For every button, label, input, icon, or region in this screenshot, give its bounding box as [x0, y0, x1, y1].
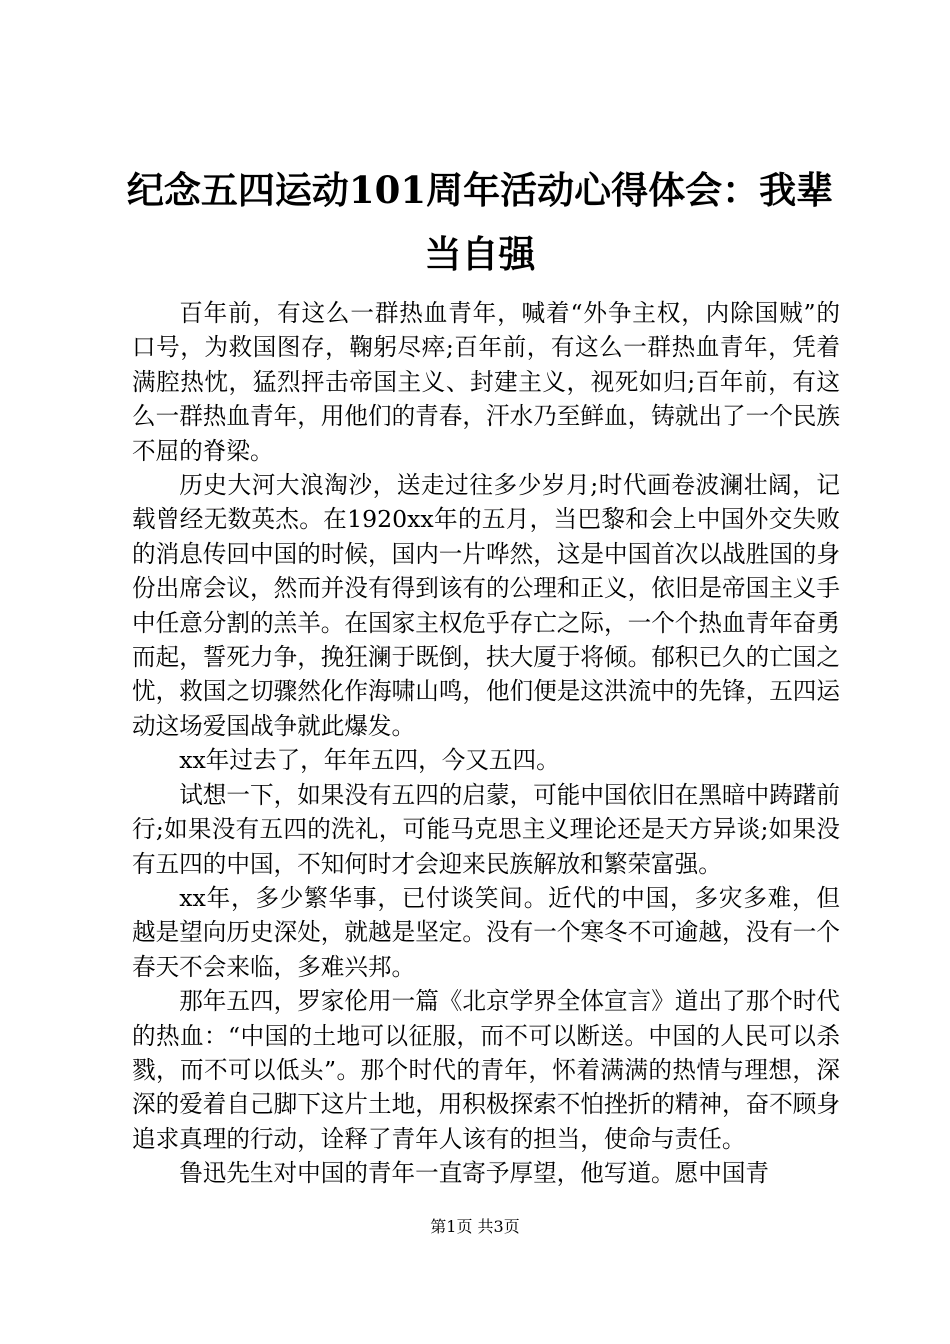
paragraph: 试想一下，如果没有五四的启蒙，可能中国依旧在黑暗中踌躇前行;如果没有五四的洗礼，可能马克思主义理论还是天方异谈;如果没有五四的中国，不知何时才会迎来民族解放和繁荣富强。	[132, 780, 840, 878]
paragraph: 那年五四，罗家伦用一篇《北京学界全体宣言》道出了那个时代的热血：“中国的土地可以征服，而不可以断送。中国的人民可以杀戮，而不可以低头”。那个时代的青年，怀着满满的热情与理想，深深的爱着自己脚下这片土地，用积极探索不怕挫折的精神，奋不顾身追求真理的行动，诠释了青年人该有的担当，使命与责任。	[132, 987, 840, 1153]
paragraph: 百年前，有这么一群热血青年，喊着“外争主权，内除国贼”的口号，为救国图存，鞠躬尽瘁;百年前，有这么一群热血青年，凭着满腔热忱，猛烈抨击帝国主义、封建主义，视死如归;百年前，有这么一群热血青年，用他们的青春，汗水乃至鲜血，铸就出了一个民族不屈的脊梁。	[132, 299, 840, 465]
paragraph: xx年过去了，年年五四，今又五四。	[179, 746, 560, 775]
paragraph: 历史大河大浪淘沙，送走过往多少岁月;时代画卷波澜壮阔，记载曾经无数英杰。在1920xx年的五月，当巴黎和会上中国外交失败的消息传回中国的时候，国内一片哗然，这是中国首次以战胜国的身份出席会议，然而并没有得到该有的公理和正义，依旧是帝国主义手中任意分割的羔羊。在国家主权危乎存亡之际，一个个热血青年奋勇而起，誓死力争，挽狂澜于既倒，扶大厦于将倾。郁积已久的亡国之忧，救国之切骤然化作海啸山鸣，他们便是这洪流中的先锋，五四运动这场爱国战争就此爆发。	[132, 471, 840, 740]
document-title: 纪念五四运动101周年活动心得体会：我辈当自强	[126, 168, 834, 276]
paragraph: 鲁迅先生对中国的青年一直寄予厚望，他写道。愿中国青	[179, 1159, 770, 1188]
document-body	[132, 296, 840, 1191]
paragraph: xx年，多少繁华事，已付谈笑间。近代的中国，多灾多难，但越是望向历史深处，就越是坚定。没有一个寒冬不可逾越，没有一个春天不会来临，多难兴邦。	[132, 883, 840, 981]
page-number-footer: 第1页 共3页	[430, 1217, 520, 1236]
